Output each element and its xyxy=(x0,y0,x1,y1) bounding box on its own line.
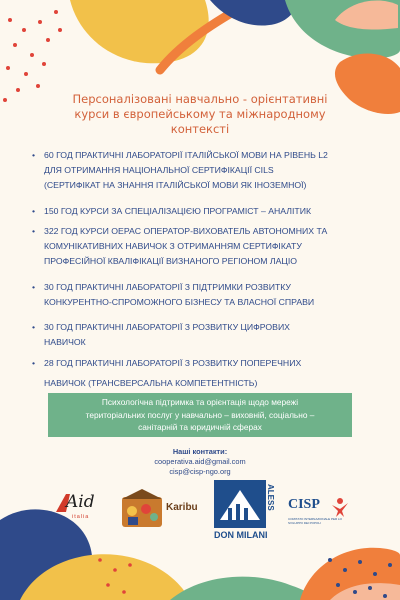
aid-logo-name: Aid xyxy=(66,492,95,512)
cisp-logo-name: CISP xyxy=(288,497,320,512)
course-line: (СЕРТИФІКАТ НА ЗНАННЯ ІТАЛІЙСЬКОЇ МОВИ ЯК ІНОЗЕМНОЇ) xyxy=(44,180,307,190)
course-line: ПРОФЕСІЙНОЇ КВАЛІФІКАЦІЇ ВИЗНАНОГО РЕГІОНОМ ЛАЦІО xyxy=(44,256,298,266)
support-line: територіальних послуг у навчально – виховній, соціально – xyxy=(85,409,315,420)
course-line: 30 ГОД ПРАКТИЧНІ ЛАБОРАТОРІЇ З РОЗВИТКУ ЦИФРОВИХ xyxy=(44,322,290,332)
course-line: ДЛЯ ОТРИМАННЯ НАЦІОНАЛЬНОЇ СЕРТИФІКАЦІЇ CILS xyxy=(44,165,274,175)
course-line: 28 ГОД ПРАКТИЧНІ ЛАБОРАТОРІЇ З РОЗВИТКУ ПОПЕРЕЧНИХ xyxy=(44,358,302,368)
aid-logo xyxy=(52,490,104,524)
support-box xyxy=(48,393,352,437)
don-milani-logo xyxy=(214,480,278,542)
bullet: • xyxy=(32,226,36,236)
bullet: • xyxy=(32,150,36,160)
title-line: контексті xyxy=(170,122,230,136)
karibu-logo-mark xyxy=(120,487,164,529)
don-milani-side-text: ALESS xyxy=(266,484,275,511)
course-line: 30 ГОД ПРАКТИЧНІ ЛАБОРАТОРІЇ З ПІДТРИМКИ РОЗВИТКУ xyxy=(44,282,291,292)
course-line: КОМУНІКАТИВНИХ НАВИЧОК З ОТРИМАННЯМ СЕРТИФІКАТУ xyxy=(44,241,302,251)
contacts-heading: Наші контакти: xyxy=(172,447,228,456)
aid-logo-sub: italia xyxy=(72,514,90,520)
email-link[interactable]: cooperativa.aid@gmail.com xyxy=(154,457,246,466)
don-milani-name: DON MILANI xyxy=(214,530,268,540)
course-line: КОНКУРЕНТНО-СПРОМОЖНОГО БІЗНЕСУ ТА ВЛАСНОЇ СПРАВИ xyxy=(44,297,315,307)
bullet: • xyxy=(32,282,36,292)
course-text xyxy=(44,148,379,193)
bullet: • xyxy=(32,358,36,368)
course-text xyxy=(44,280,379,310)
title-line: Персоналізовані навчально - орієнтативні xyxy=(72,92,328,106)
support-line: Психологічна підтримка та орієнтація щодо мережі xyxy=(101,397,299,407)
email-link[interactable]: cisp@cisp-ngo.org xyxy=(169,467,231,476)
course-line: НАВИЧОК xyxy=(44,337,86,347)
karibu-logo-name: Karibu xyxy=(166,502,198,513)
bullet: • xyxy=(32,322,36,332)
course-text xyxy=(44,320,379,350)
course-text xyxy=(44,356,379,391)
course-line: 60 ГОД ПРАКТИЧНІ ЛАБОРАТОРІЇ ІТАЛІЙСЬКОЇ МОВИ НА РІВЕНЬ L2 xyxy=(44,150,328,160)
contacts xyxy=(100,447,300,477)
title-line: курси в європейському та міжнародному xyxy=(74,107,326,121)
karibu-logo xyxy=(120,487,200,529)
page-title xyxy=(30,92,370,137)
course-line: 322 ГОД КУРСИ OEPAC ОПЕРАТОР-ВИХОВАТЕЛЬ АВТОНОМНИХ ТА xyxy=(44,226,328,236)
bullet: • xyxy=(32,206,36,216)
course-text xyxy=(44,204,379,219)
cisp-logo-sub: COMITATO INTERNAZIONALE PER LO SVILUPPO DEI POPOLI xyxy=(288,517,343,525)
cisp-logo xyxy=(288,497,350,529)
cisp-figure-icon xyxy=(330,497,350,517)
support-line: санітарній та юридичній сферах xyxy=(138,422,262,432)
course-line: НАВИЧОК (ТРАНСВЕРСАЛЬНА КОМПЕТЕНТНІСТЬ) xyxy=(44,378,258,388)
course-text xyxy=(44,224,379,269)
course-line: 150 ГОД КУРСИ ЗА СПЕЦІАЛІЗАЦІЄЮ ПРОГРАМІСТ – АНАЛІТИК xyxy=(44,206,312,216)
